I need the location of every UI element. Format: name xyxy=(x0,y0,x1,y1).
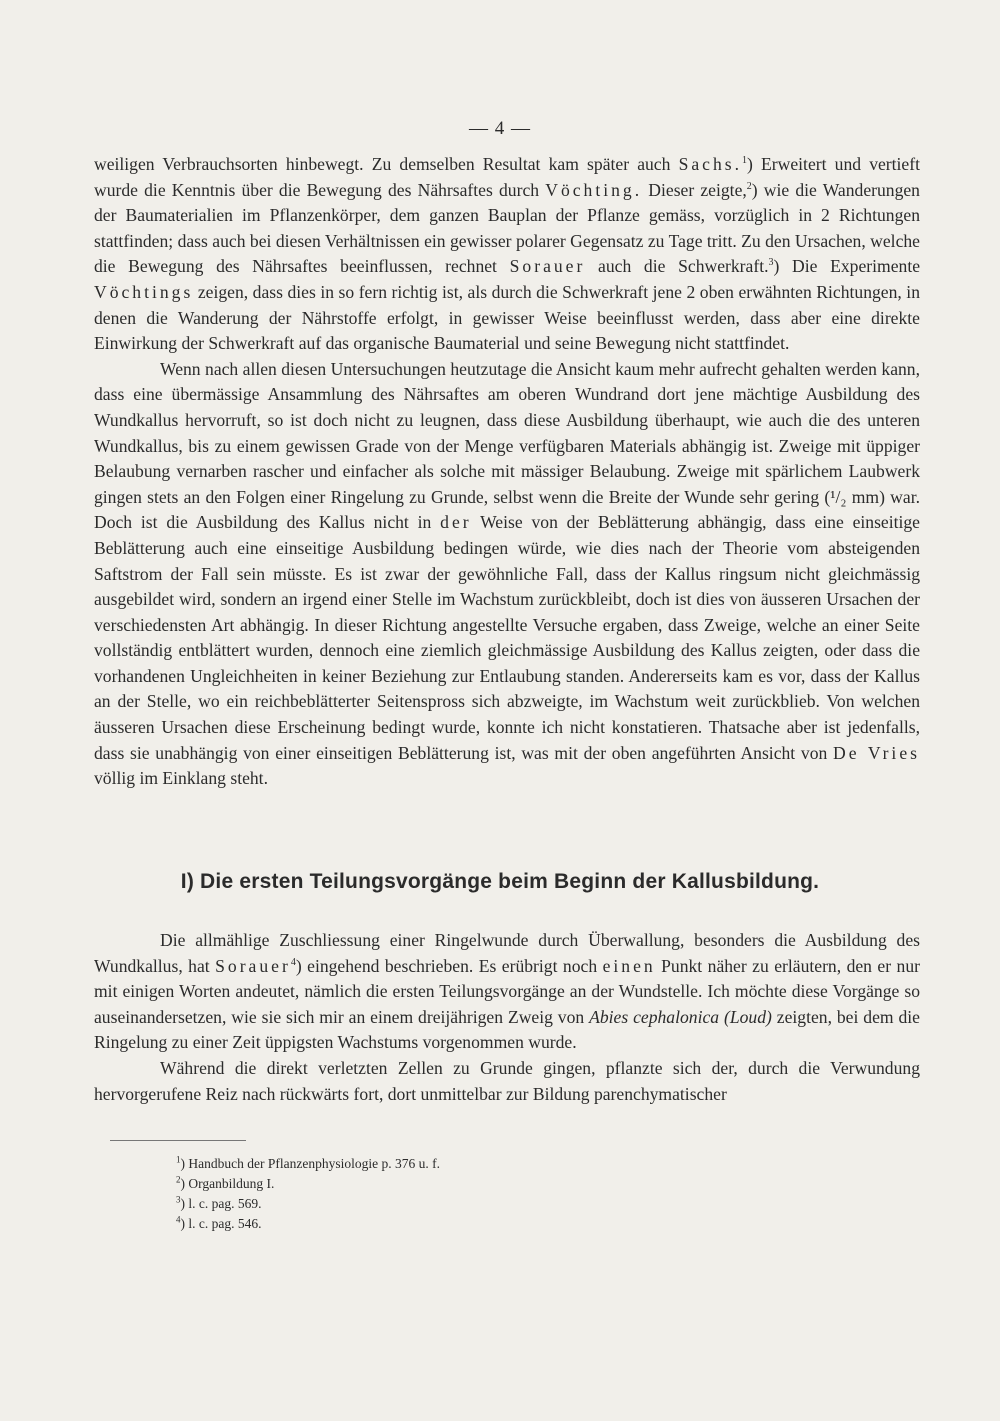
text-span: Dieser zeigte, xyxy=(642,179,747,200)
fraction: ¹/₂ xyxy=(830,486,847,507)
text-span: zeigen, dass dies in so fern richtig ist, als durch die Schwerkraft jene 2 oben erwähnten Richtungen, in denen die Wanderung der Nährstoffe erfolgt, in gewisser Weise beeinflusst werden, dass aber eine direkte Einwirkung der Schwerkraft auf das organische Baumaterial und seine Bewegung nicht stattfindet. xyxy=(94,281,920,354)
footnote-text: ) Organbildung I. xyxy=(180,1176,275,1191)
emphasis-der: der xyxy=(440,512,472,533)
author-name-sorauer: Sorauer xyxy=(215,955,291,976)
text-span: ) Erweitert und vertieft wurde die Kenntnis über die Bewegung des Nährsaftes durch xyxy=(94,154,920,200)
footnote xyxy=(176,1214,876,1234)
species-name: Abies cephalonica (Loud) xyxy=(589,1006,772,1027)
paragraph-4: Während die direkt verletzten Zellen zu Grunde gingen, pflanzte sich der, durch die Verwundung hervorgerufene Reiz nach rückwärts fort, dort unmittelbar zur Bildung parenchymatischer xyxy=(94,1057,920,1104)
text-span: Weise von der Beblätterung abhängig, dass eine einseitige Beblätterung auch eine einseitige Ausbildung bedingen würde, wie dies nach der Theorie vom absteigenden Saftstrom der Fall sein müsste. Es ist zwar der gewöhnliche Fall, dass der Kallus ringsum nicht gleichmässig ausgebildet wird, sondern an irgend einer Stelle im Wachstum zurückbleibt, doch ist dies von äusseren Ursachen der verschiedensten Art abhängig. In dieser Richtung angestellte Versuche ergaben, dass Zweige, welche an einer Seite vollständig entblättert wurden, dennoch eine ziemlich gleichmässige Ausbildung des Kallus zeigten, oder dass die vorhandenen Ungleichheiten in keiner Beziehung zur Entlaubung standen. Andererseits kam es vor, dass der Kallus an der Stelle, wo ein reichbeblätterter Seitenspross sich abzweigte, im Wachstum weit zurückblieb. Von welchen äusseren Ursachen diese Erscheinung bedingt wurde, konnte ich nicht konstatieren. Thatsache aber ist jedenfalls, dass sie unabhängig von einer einseitigen Beblätterung ist, was mit der oben angeführten Ansicht von xyxy=(94,512,920,763)
footnote xyxy=(176,1174,876,1194)
text-span: Wenn nach allen diesen Untersuchungen heutzutage die Ansicht kaum mehr aufrecht gehalten werden kann, dass eine übermässige Ansammlung des Nährsaftes am oberen Wundrand dort jene mächtige Ausbildung des Wundkallus hervorruft, so ist doch nicht zu leugnen, dass diese Ausbildung überhaupt, wie auch die des unteren Wundkallus, bis zu einem gewissen Grade von der Menge verfügbaren Materials abhängig ist. Zweige mit üppiger Belaubung vernarben rascher und einfacher als solche mit mässiger Belaubung. Zweige mit spärlichem Laubwerk gingen stets an den Folgen einer Ringelung zu Grunde, selbst wenn die Breite der Wunde sehr gering ( xyxy=(94,358,920,507)
paragraph-3 xyxy=(94,928,920,1056)
footnote-ref: 1 xyxy=(742,155,748,167)
text-span: ) eingehend beschrieben. Es erübrigt noch xyxy=(295,955,603,976)
footnote-text: ) l. c. pag. 569. xyxy=(180,1196,262,1211)
text-span: mm) war. Doch ist die Ausbildung des Kallus nicht in xyxy=(94,486,920,533)
text-span: ) wie die Wanderungen der Baumaterialien im Pflanzenkörper, dem ganzen Bauplan der Pflanze gemäss, vorzüglich in 2 Richtungen stattfinden; dass auch bei diesen Verhältnissen ein gewisser polarer Gegensatz zu Tage tritt. Zu den Ursachen, welche die Bewegung des Nährsaftes beeinflussen, rechnet xyxy=(94,179,920,277)
author-name-de-vries: De Vries xyxy=(833,742,920,763)
footnote-ref: 3 xyxy=(768,257,774,269)
author-name-voechtings: Vöchtings xyxy=(94,281,194,302)
footnote-text: ) Handbuch der Pflanzenphysiologie p. 376 u. f. xyxy=(180,1156,440,1171)
author-name-sorauer: Sorauer xyxy=(509,256,586,277)
text-span: zeigten, bei dem die Ringelung zu einer Zeit üppigsten Wachstums vorgenommen wurde. xyxy=(94,1006,920,1053)
text-span: Die allmählige Zuschliessung einer Ringelwunde durch Überwallung, besonders die Ausbildung des Wundkallus, hat xyxy=(94,930,920,976)
body-text-section xyxy=(94,928,920,1107)
footnote-ref: 2 xyxy=(746,180,752,192)
text-span: auch die Schwerkraft. xyxy=(585,256,769,277)
paragraph-2 xyxy=(94,357,920,792)
text-span: Punkt näher zu erläutern, den er nur mit einigen Worten andeutet, nämlich die ersten Teilungsvorgänge an der Wundstelle. Ich möchte diese Vorgänge so auseinandersetzen, wie sie sich mir an einem dreijährigen Zweig von xyxy=(94,955,920,1027)
footnote xyxy=(176,1154,876,1174)
text-span: ) Die Experimente xyxy=(773,256,921,277)
body-text xyxy=(94,152,920,792)
footnote xyxy=(176,1194,876,1214)
section-heading: I) Die ersten Teilungsvorgänge beim Beginn der Kallusbildung. xyxy=(180,870,820,893)
author-name-sachs: Sachs. xyxy=(678,154,743,174)
footnote-number: 1 xyxy=(176,1154,181,1165)
text-span: völlig im Einklang steht. xyxy=(94,768,268,789)
footnote-text: ) l. c. pag. 546. xyxy=(180,1216,262,1231)
footnote-divider xyxy=(110,1140,246,1141)
footnote-number: 3 xyxy=(176,1194,181,1205)
text-span: weiligen Verbrauchsorten hinbewegt. Zu demselben Resultat kam später auch xyxy=(94,154,679,174)
emphasis-einen: einen xyxy=(602,955,656,976)
footnote-number: 4 xyxy=(176,1214,181,1225)
author-name-voechting: Vöchting. xyxy=(545,179,643,200)
footnote-ref: 4 xyxy=(290,956,296,968)
footnote-number: 2 xyxy=(176,1174,181,1185)
paragraph-1 xyxy=(94,152,920,357)
footnotes xyxy=(176,1154,876,1234)
page-number: — 4 — xyxy=(469,118,531,139)
